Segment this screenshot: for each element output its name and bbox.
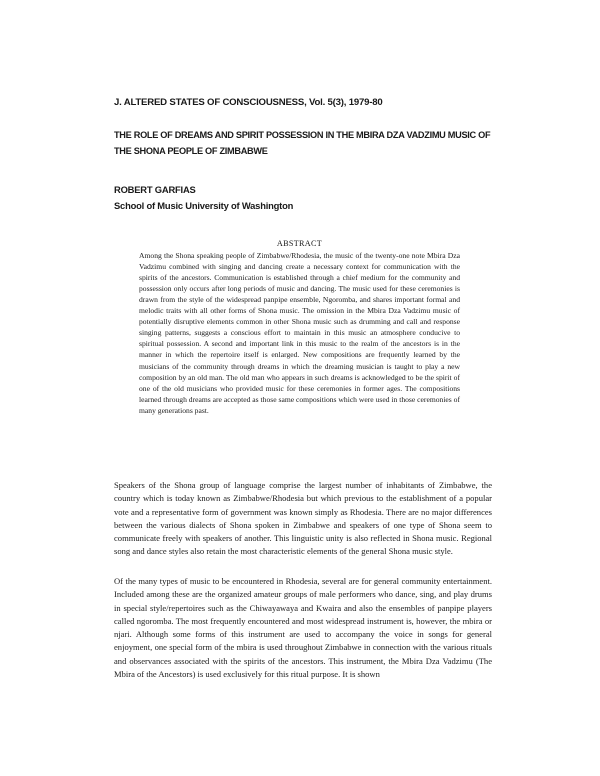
article-title: THE ROLE OF DREAMS AND SPIRIT POSSESSION IN THE MBIRA DZA VADZIMU MUSIC OF THE SHONA PEOPLE OF ZIMBABWE	[114, 130, 491, 156]
journal-citation: J. ALTERED STATES OF CONSCIOUSNESS, Vol. 5(3), 1979-80	[114, 97, 383, 108]
body-paragraph-2: Of the many types of music to be encountered in Rhodesia, several are for general community entertainment. Included among these are the organized amateur groups of male performers who dance, sing, and play drums in special style/repertoires such as the Chiwayawaya and Kwaira and also the ensembles of panpipe players called ngoromba. The most frequently encountered and most widespread instrument is, however, the mbira or njari. Although some forms of this instrument are used to accompany the voice in songs for general enjoyment, one special form of the mbira is used throughout Zimbabwe in connection with the various rituals and observances associated with the spirits of the ancestors. This instrument, the Mbira Dza Vadzimu (The Mbira of the Ancestors) is used exclusively for this ritual purpose. It is shown	[114, 576, 492, 680]
abstract-block	[139, 238, 460, 416]
abstract-text: Among the Shona speaking people of Zimbabwe/Rhodesia, the music of the twenty-one note Mbira Dza Vadzimu combined with singing and dancing create a necessary context for communication with the spirits of the ancestors. Communication is established through a chief medium for the community and possession only occurs after long periods of music and dancing. The music used for these ceremonies is drawn from the style of the widespread panpipe ensemble, Ngoromba, and shares important formal and melodic traits with all other forms of Shona music. The omission in the Mbira Dza Vadzimu music of potentially disruptive elements common in other Shona music such as drumming and call and response singing patterns, suggests a conscious effort to maintain in this music an atmosphere conducive to spiritual possession. A second and important link in this music to the realm of the ancestors is in the manner in which the repertoire itself is enlarged. New compositions are frequently learned by the musicians of the community through dreams in which the dreaming musician is taught to play a new composition by an old man. The old man who appears in such dreams is acknowledged to be the spirit of one of the old musicians who provided music for these ceremonies in former ages. The compositions learned through dreams are accepted as those same compositions which were used in those ceremonies of many generations past.	[139, 251, 460, 415]
body-paragraph-1: Speakers of the Shona group of language comprise the largest number of inhabitants of Zimbabwe, the country which is today known as Zimbabwe/Rhodesia but which previous to the establishment of a popular vote and a representative form of government was known simply as Rhodesia. There are no major differences between the various dialects of Shona spoken in Zimbabwe and speakers of one type of Shona seem to communicate freely with speakers of another. This linguistic unity is also reflected in Shona music. Regional song and dance styles also retain the most characteristic elements of the general Shona music style.	[114, 480, 492, 557]
author-affiliation: School of Music University of Washington	[114, 200, 294, 211]
abstract-heading: ABSTRACT	[276, 239, 323, 248]
author-name: ROBERT GARFIAS	[114, 184, 196, 195]
author-block	[114, 182, 494, 214]
